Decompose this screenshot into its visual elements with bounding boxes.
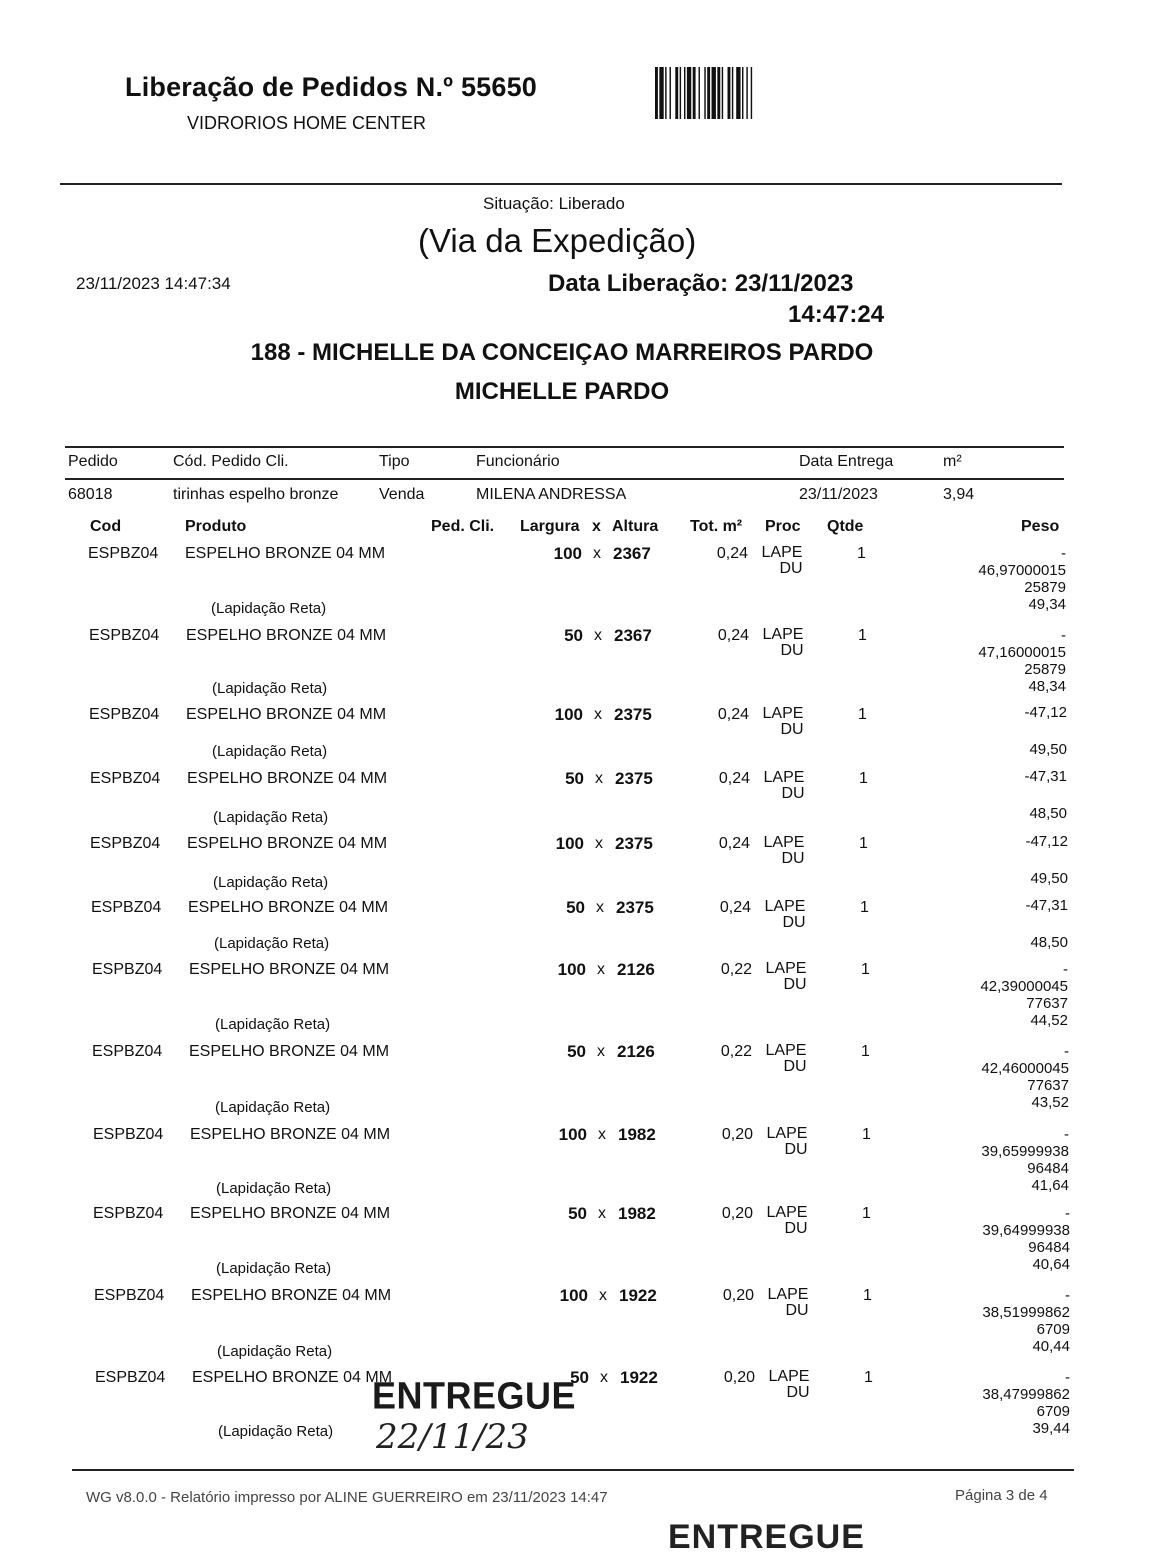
item-proc: LAPE <box>767 1286 809 1303</box>
peso-line: 25879 <box>1024 661 1066 678</box>
item-produto: ESPELHO BRONZE 04 MM <box>188 899 389 916</box>
item-cod: ESPBZ04 <box>92 961 163 978</box>
item-obs: (Lapidação Reta) <box>216 1260 332 1277</box>
item-peso <box>1025 897 1068 951</box>
table-row <box>0 1286 1154 1360</box>
peso-line: 39,65999938 <box>981 1143 1069 1160</box>
delivered-stamp: ENTREGUE <box>372 1373 577 1417</box>
peso-line: 48,50 <box>1029 805 1067 822</box>
peso-line: 49,50 <box>1030 870 1068 887</box>
item-qtde: 1 <box>862 1126 871 1143</box>
peso-line: 49,50 <box>1029 741 1067 758</box>
peso-line: 41,64 <box>1031 1177 1069 1194</box>
col-produto: Produto <box>185 518 247 535</box>
peso-line: - <box>1065 1205 1070 1222</box>
peso-line: 48,50 <box>1030 934 1068 951</box>
order-pedido: 68018 <box>68 486 113 503</box>
item-qtde: 1 <box>860 899 869 916</box>
order-cod-pedido-cli: tirinhas espelho bronze <box>173 486 339 503</box>
item-x: x <box>597 1043 605 1060</box>
customer-name: MICHELLE PARDO <box>454 378 670 405</box>
item-tot-m2: 0,20 <box>722 1287 754 1304</box>
item-largura: 50 <box>565 769 584 788</box>
item-cod: ESPBZ04 <box>88 545 159 562</box>
item-altura: 2126 <box>617 1042 655 1061</box>
table-row <box>0 897 1154 952</box>
peso-line: 46,97000015 <box>978 562 1066 579</box>
item-qtde: 1 <box>864 1369 873 1386</box>
item-largura: 50 <box>570 1368 589 1387</box>
peso-line: - <box>1065 1287 1070 1304</box>
peso-line: - <box>1064 1043 1069 1060</box>
col-pedido: Pedido <box>68 453 118 470</box>
item-largura: 100 <box>557 960 586 979</box>
item-proc-cont: DU <box>780 642 804 659</box>
peso-line: - <box>1064 1126 1069 1143</box>
item-cod: ESPBZ04 <box>89 706 160 723</box>
item-proc-cont: DU <box>784 1220 808 1237</box>
bottom-delivered-stamp: ENTREGUE <box>668 1518 865 1556</box>
item-altura: 1982 <box>618 1204 656 1223</box>
item-qtde: 1 <box>857 545 866 562</box>
item-largura: 50 <box>566 898 585 917</box>
peso-line: 48,34 <box>1028 678 1066 695</box>
item-tot-m2: 0,20 <box>721 1205 753 1222</box>
item-altura: 1922 <box>620 1368 658 1387</box>
item-x: x <box>597 961 605 978</box>
item-produto: ESPELHO BRONZE 04 MM <box>187 770 388 787</box>
item-altura: 2375 <box>614 705 652 724</box>
divider <box>72 1469 1074 1471</box>
item-obs: (Lapidação Reta) <box>216 1180 332 1197</box>
item-peso <box>978 545 1066 613</box>
item-peso <box>1024 704 1067 758</box>
item-obs: (Lapidação Reta) <box>211 600 327 617</box>
item-largura: 50 <box>564 626 583 645</box>
divider <box>60 183 1062 185</box>
item-altura: 2375 <box>616 898 654 917</box>
item-qtde: 1 <box>858 627 867 644</box>
item-peso <box>981 1126 1069 1194</box>
item-obs: (Lapidação Reta) <box>215 1016 331 1033</box>
item-obs: (Lapidação Reta) <box>213 874 329 891</box>
item-peso <box>982 1369 1070 1437</box>
item-tot-m2: 0,24 <box>718 770 750 787</box>
item-proc-cont: DU <box>784 1141 808 1158</box>
peso-line: - <box>1063 961 1068 978</box>
item-peso <box>982 1205 1070 1273</box>
peso-line: -47,12 <box>1024 704 1067 721</box>
report-title: Liberação de Pedidos N.º 55650 <box>125 72 538 102</box>
item-tot-m2: 0,24 <box>717 706 749 723</box>
item-x: x <box>593 545 601 562</box>
peso-line: 77637 <box>1027 1077 1069 1094</box>
item-cod: ESPBZ04 <box>94 1287 165 1304</box>
item-produto: ESPELHO BRONZE 04 MM <box>189 961 390 978</box>
item-peso <box>1025 833 1068 887</box>
table-row <box>0 1042 1154 1116</box>
order-m2: 3,94 <box>943 486 975 503</box>
item-produto: ESPELHO BRONZE 04 MM <box>186 706 387 723</box>
peso-line: 96484 <box>1028 1239 1070 1256</box>
col-data-entrega: Data Entrega <box>799 453 894 470</box>
item-largura: 100 <box>553 544 582 563</box>
item-produto: ESPELHO BRONZE 04 MM <box>186 627 387 644</box>
col-funcionario: Funcionário <box>476 453 560 470</box>
item-tot-m2: 0,20 <box>721 1126 753 1143</box>
peso-line: 42,46000045 <box>981 1060 1069 1077</box>
table-row <box>0 626 1154 697</box>
item-largura: 100 <box>559 1286 588 1305</box>
item-proc-cont: DU <box>783 976 807 993</box>
item-obs: (Lapidação Reta) <box>218 1423 334 1440</box>
divider <box>65 446 1064 448</box>
item-cod: ESPBZ04 <box>89 627 160 644</box>
item-proc-cont: DU <box>781 850 805 867</box>
item-x: x <box>598 1126 606 1143</box>
item-proc-cont: DU <box>780 721 804 738</box>
item-proc: LAPE <box>763 769 805 786</box>
item-tot-m2: 0,22 <box>720 1043 752 1060</box>
peso-line <box>1024 721 1067 741</box>
item-proc-cont: DU <box>779 560 803 577</box>
data-liberacao-hora: 14:47:24 <box>788 301 885 328</box>
item-cod: ESPBZ04 <box>90 835 161 852</box>
item-x: x <box>600 1369 608 1386</box>
item-x: x <box>596 899 604 916</box>
item-obs: (Lapidação Reta) <box>213 809 329 826</box>
order-funcionario: MILENA ANDRESSA <box>476 486 627 503</box>
peso-line: 47,16000015 <box>978 644 1066 661</box>
item-x: x <box>594 706 602 723</box>
order-tipo: Venda <box>379 486 425 503</box>
item-largura: 100 <box>558 1125 587 1144</box>
print-timestamp: 23/11/2023 14:47:34 <box>76 274 231 293</box>
peso-line: -47,31 <box>1025 897 1068 914</box>
item-proc: LAPE <box>766 1204 808 1221</box>
item-tot-m2: 0,24 <box>717 627 749 644</box>
item-largura: 100 <box>555 834 584 853</box>
item-tot-m2: 0,22 <box>720 961 752 978</box>
col-cod-pedido-cli: Cód. Pedido Cli. <box>173 453 289 470</box>
item-tot-m2: 0,24 <box>716 545 748 562</box>
col-largura: Largura <box>520 518 580 535</box>
item-largura: 100 <box>554 705 583 724</box>
peso-line: 39,64999938 <box>982 1222 1070 1239</box>
col-cod: Cod <box>90 518 122 535</box>
peso-line: 43,52 <box>1031 1094 1069 1111</box>
col-x: x <box>592 518 601 535</box>
item-qtde: 1 <box>863 1287 872 1304</box>
item-qtde: 1 <box>859 835 868 852</box>
peso-line: -47,12 <box>1025 833 1068 850</box>
col-tot-m2: Tot. m² <box>690 518 743 535</box>
item-qtde: 1 <box>859 770 868 787</box>
item-altura: 2375 <box>615 769 653 788</box>
item-largura: 50 <box>567 1042 586 1061</box>
item-cod: ESPBZ04 <box>95 1369 166 1386</box>
item-x: x <box>594 627 602 644</box>
col-tipo: Tipo <box>379 453 410 470</box>
item-tot-m2: 0,20 <box>723 1369 755 1386</box>
peso-line: - <box>1061 627 1066 644</box>
item-altura: 1922 <box>619 1286 657 1305</box>
peso-line: - <box>1061 545 1066 562</box>
item-cod: ESPBZ04 <box>93 1205 164 1222</box>
item-x: x <box>595 770 603 787</box>
peso-line: 6709 <box>1036 1321 1070 1338</box>
item-altura: 2126 <box>617 960 655 979</box>
peso-line: 44,52 <box>1030 1012 1068 1029</box>
table-row <box>0 1125 1154 1197</box>
item-altura: 2367 <box>613 544 651 563</box>
via-label: (Via da Expedição) <box>418 222 697 259</box>
col-altura: Altura <box>612 518 659 535</box>
item-qtde: 1 <box>862 1205 871 1222</box>
item-cod: ESPBZ04 <box>91 899 162 916</box>
peso-line: 96484 <box>1027 1160 1069 1177</box>
peso-line <box>1025 914 1068 934</box>
item-obs: (Lapidação Reta) <box>212 680 328 697</box>
peso-line: 39,44 <box>1032 1420 1070 1437</box>
item-proc: LAPE <box>762 705 804 722</box>
peso-line: 40,44 <box>1032 1338 1070 1355</box>
peso-line: 40,64 <box>1032 1256 1070 1273</box>
peso-line <box>1025 850 1068 870</box>
item-qtde: 1 <box>861 1043 870 1060</box>
item-produto: ESPELHO BRONZE 04 MM <box>189 1043 390 1060</box>
handwritten-date: 22/11/23 <box>376 1417 529 1457</box>
item-peso <box>982 1287 1070 1355</box>
item-produto: ESPELHO BRONZE 04 MM <box>191 1287 392 1304</box>
col-proc: Proc <box>765 518 801 535</box>
peso-line: 6709 <box>1036 1403 1070 1420</box>
table-row <box>0 833 1154 891</box>
item-qtde: 1 <box>858 706 867 723</box>
item-proc: LAPE <box>768 1368 810 1385</box>
item-obs: (Lapidação Reta) <box>217 1343 333 1360</box>
table-row <box>0 768 1154 826</box>
item-altura: 2375 <box>615 834 653 853</box>
item-x: x <box>599 1287 607 1304</box>
item-proc: LAPE <box>766 1125 808 1142</box>
item-proc: LAPE <box>764 898 806 915</box>
item-x: x <box>598 1205 606 1222</box>
peso-line <box>1024 785 1067 805</box>
customer-line: 188 - MICHELLE DA CONCEIÇAO MARREIROS PARDO <box>250 339 874 366</box>
data-liberacao: Data Liberação: 23/11/2023 <box>548 270 854 297</box>
item-altura: 1982 <box>618 1125 656 1144</box>
item-peso <box>1024 768 1067 822</box>
peso-line: 38,47999862 <box>982 1386 1070 1403</box>
item-qtde: 1 <box>861 961 870 978</box>
item-proc: LAPE <box>761 544 803 561</box>
peso-line: 25879 <box>1024 579 1066 596</box>
item-x: x <box>595 835 603 852</box>
item-peso <box>980 961 1068 1029</box>
col-peso: Peso <box>1021 518 1060 535</box>
item-proc: LAPE <box>763 834 805 851</box>
item-largura: 50 <box>568 1204 587 1223</box>
item-cod: ESPBZ04 <box>93 1126 164 1143</box>
order-data-entrega: 23/11/2023 <box>799 486 878 503</box>
footer-text: WG v8.0.0 - Relatório impresso por ALINE GUERREIRO em 23/11/2023 14:47 <box>86 1489 608 1506</box>
peso-line: 77637 <box>1026 995 1068 1012</box>
item-peso <box>981 1043 1069 1111</box>
table-row <box>0 1204 1154 1277</box>
item-proc-cont: DU <box>782 914 806 931</box>
item-obs: (Lapidação Reta) <box>214 935 330 952</box>
item-obs: (Lapidação Reta) <box>212 743 328 760</box>
item-tot-m2: 0,24 <box>719 899 751 916</box>
page-number: Página 3 de 4 <box>955 1487 1048 1504</box>
item-altura: 2367 <box>614 626 652 645</box>
item-produto: ESPELHO BRONZE 04 MM <box>185 545 386 562</box>
item-proc-cont: DU <box>781 785 805 802</box>
item-proc: LAPE <box>762 626 804 643</box>
item-proc-cont: DU <box>783 1058 807 1075</box>
item-proc-cont: DU <box>785 1302 809 1319</box>
item-proc: LAPE <box>765 960 807 977</box>
peso-line: - <box>1065 1369 1070 1386</box>
peso-line: 49,34 <box>1028 596 1066 613</box>
situacao-label: Situação: Liberado <box>483 194 625 213</box>
divider <box>65 478 1064 480</box>
item-cod: ESPBZ04 <box>90 770 161 787</box>
item-produto: ESPELHO BRONZE 04 MM <box>187 835 388 852</box>
peso-line: 38,51999862 <box>982 1304 1070 1321</box>
col-ped-cli: Ped. Cli. <box>431 518 495 535</box>
item-cod: ESPBZ04 <box>92 1043 163 1060</box>
item-produto: ESPELHO BRONZE 04 MM <box>190 1126 391 1143</box>
item-produto: ESPELHO BRONZE 04 MM <box>192 1369 393 1386</box>
item-obs: (Lapidação Reta) <box>215 1099 331 1116</box>
table-row <box>0 960 1154 1033</box>
company-name: VIDRORIOS HOME CENTER <box>187 113 427 133</box>
item-proc-cont: DU <box>786 1384 810 1401</box>
table-row <box>0 704 1154 760</box>
peso-line: 42,39000045 <box>980 978 1068 995</box>
item-tot-m2: 0,24 <box>718 835 750 852</box>
barcode-icon <box>655 67 833 119</box>
col-m2: m² <box>943 453 962 470</box>
table-row <box>0 544 1154 617</box>
item-produto: ESPELHO BRONZE 04 MM <box>190 1205 391 1222</box>
item-proc: LAPE <box>765 1042 807 1059</box>
item-peso <box>978 627 1066 695</box>
peso-line: -47,31 <box>1024 768 1067 785</box>
col-qtde: Qtde <box>827 518 864 535</box>
